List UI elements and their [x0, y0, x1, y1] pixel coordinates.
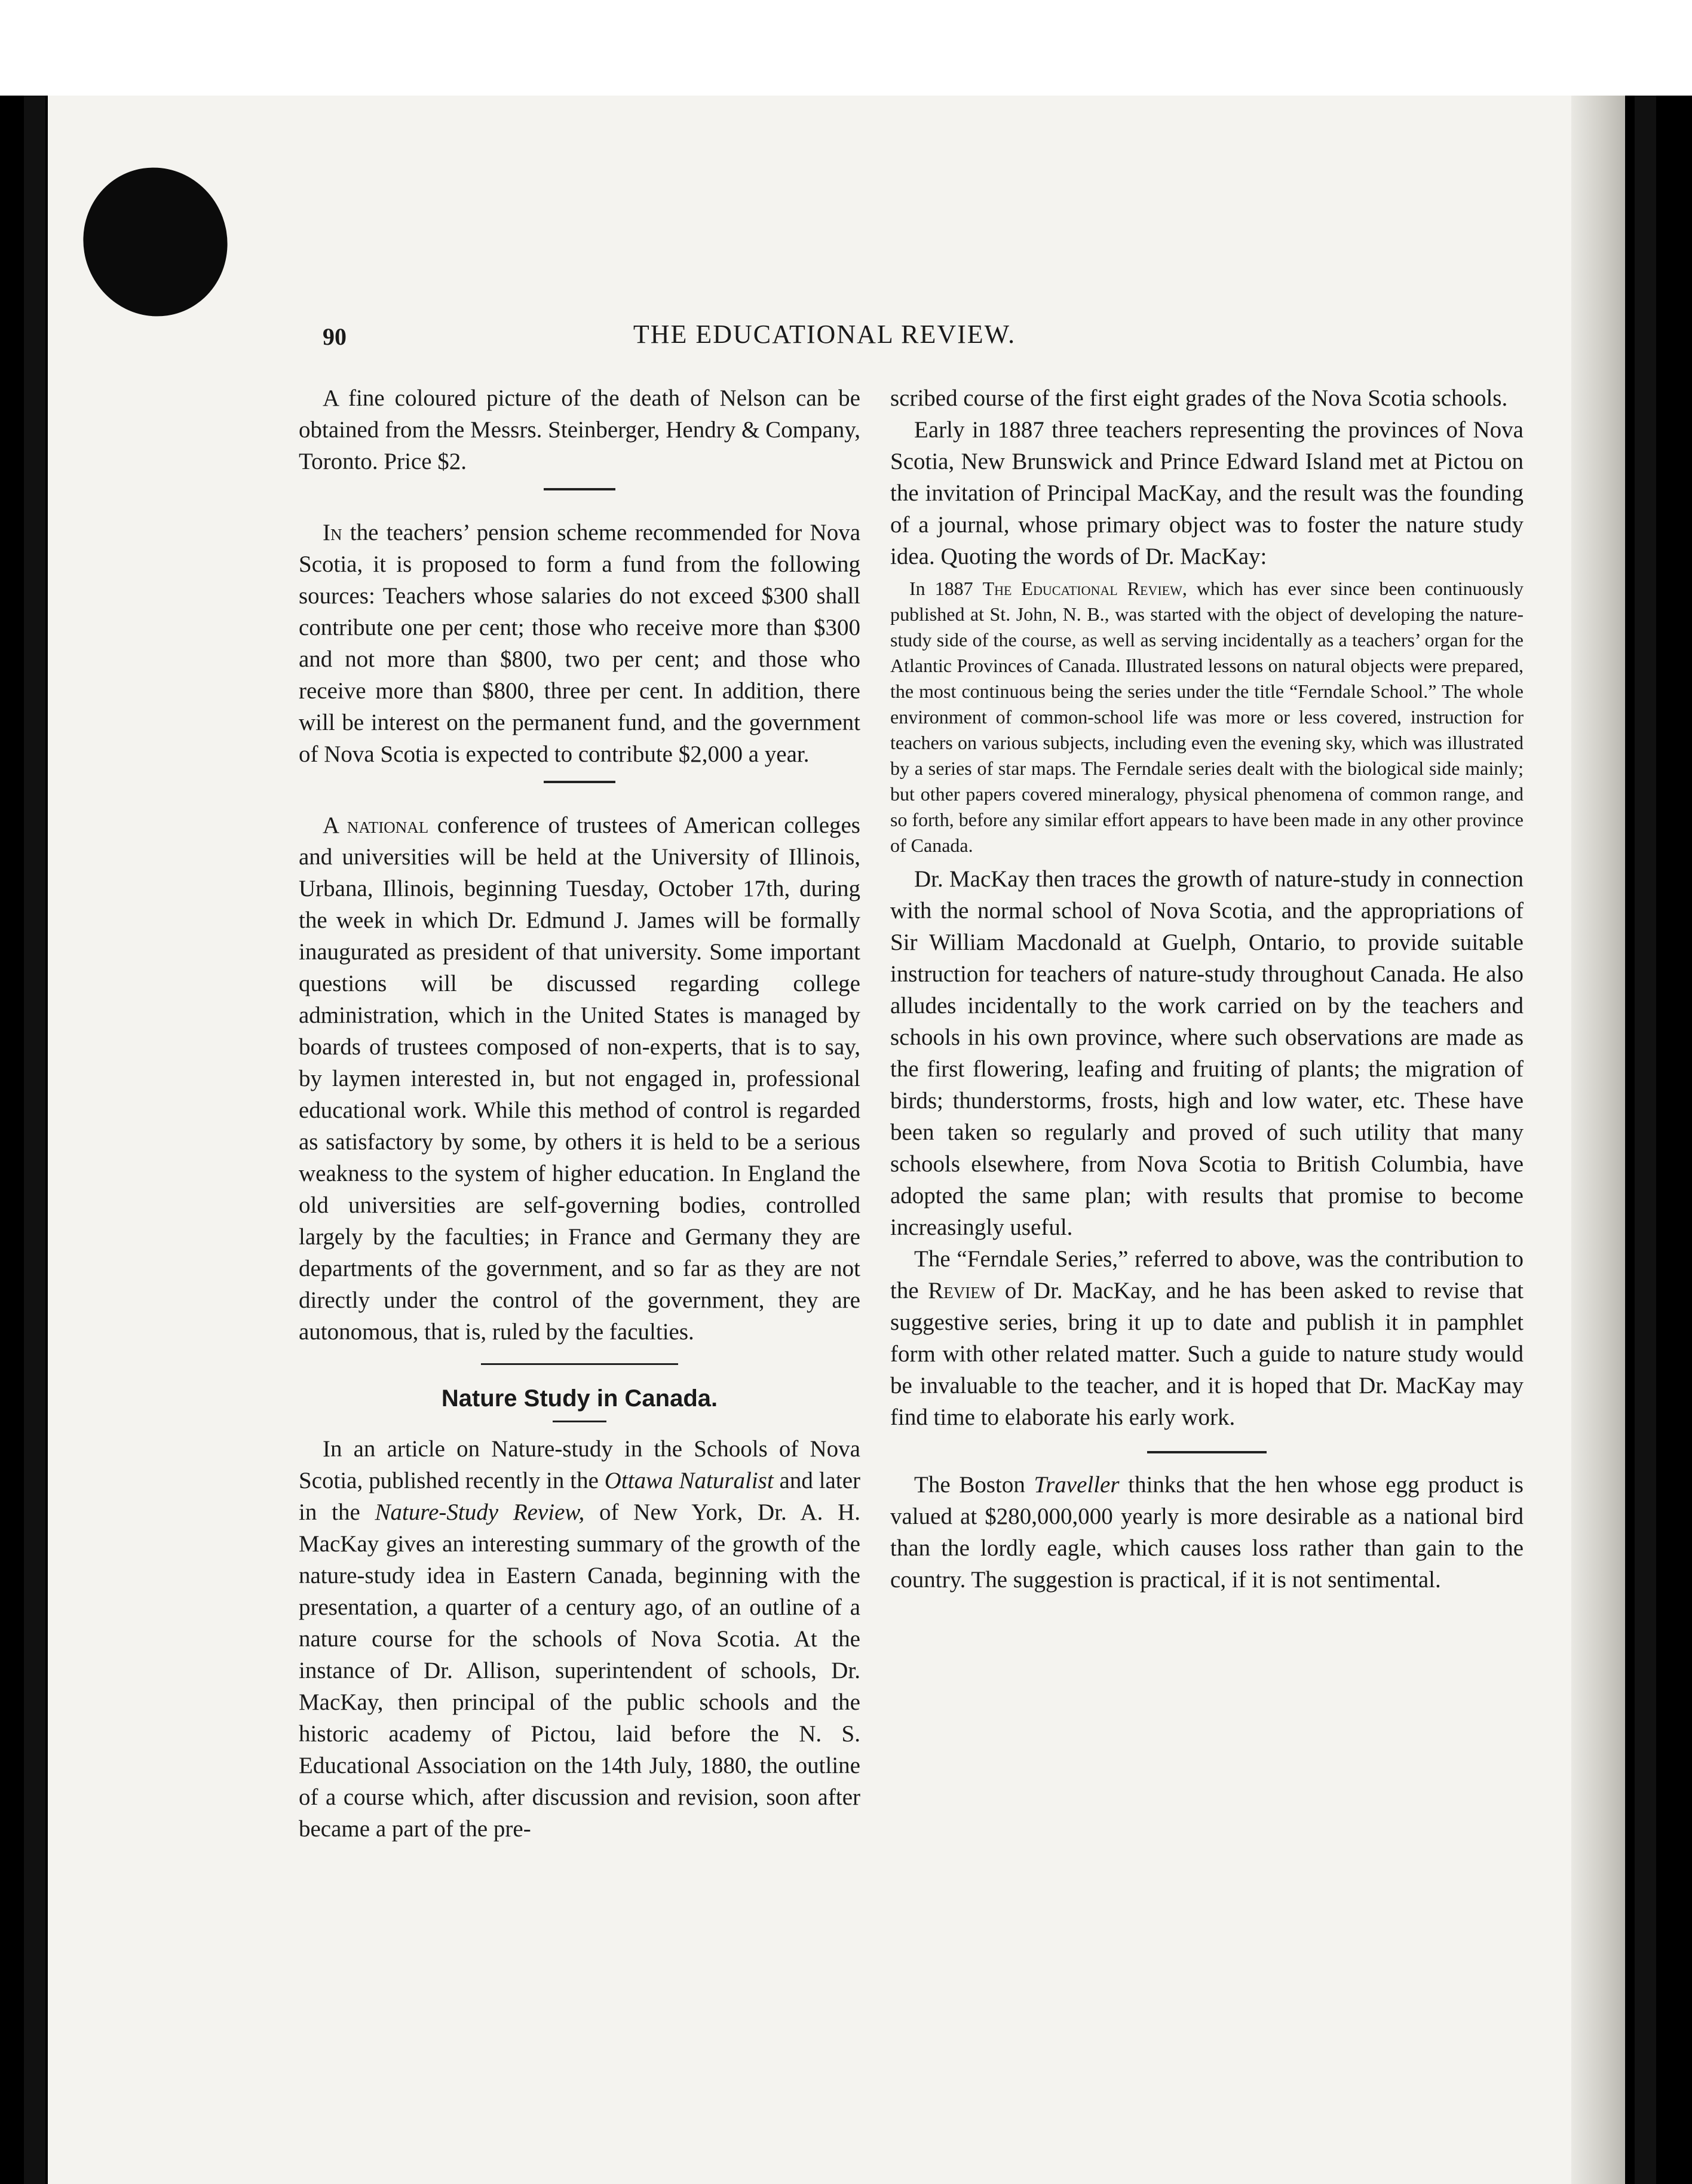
pension-text: the teachers’ pension scheme recommended for Nova Scotia, it is proposed to form a fund from the following sources: Teachers whose salaries do not exceed $300 shall contribute one per cent; those who receive more than $300 and not more than $800, two per cent; and those who receive more than $800, three per cent. In addition, there will be interest on the permanent fund, and the government of Nova Scotia is expected to contribute $2,000 a year.: [299, 520, 860, 767]
conference-text: conference of trustees of American colleges and universities will be held at the University of Illinois, Urbana, Illinois, beginning Tuesday, October 17th, during the week in which Dr. Edmund J. James will be formally inaugurated as president of that university. Some important questions will be discussed regarding college administration, which in the United States is managed by boards of trustees composed of non-experts, that is to say, by laymen interested in, but not engaged in, professional educational work. While this method of control is regarded as satisfactory by some, by others it is held to be a serious weakness to the system of higher education. In England the old universities are self-governing bodies, controlled largely by the faculties; in France and Germany they are departments of the government, and so far as they are not directly under the control of the government, they are autonomous, that is, ruled by the faculties.: [299, 812, 860, 1345]
page-curl-shadow: [1571, 96, 1625, 2184]
pension-paragraph: [299, 517, 860, 770]
conference-lead: A national: [323, 812, 429, 838]
running-title: THE EDUCATIONAL REVIEW.: [633, 320, 1016, 349]
page-header: [323, 320, 1171, 364]
nature-text-3: of New York, Dr. A. H. MacKay gives an interesting summary of the growth of the nature-study idea in Eastern Canada, beginning with the presentation, a quarter of a century ago, of an outline of a nature course for the schools of Nova Scotia. At the instance of Dr. Allison, superintendent of schools, Dr. MacKay, then principal of the public schools and the historic academy of Pictou, laid before the N. S. Educational Association on the 14th July, 1880, the outline of a course which, after discussion and revision, soon after became a part of the pre-: [299, 1499, 861, 1842]
nature-text-2: and later in the: [299, 1468, 860, 1525]
film-edge-left: [24, 96, 45, 2184]
nature-study-paragraph: [299, 1433, 860, 1845]
boston-text-1: The Boston: [914, 1472, 1034, 1498]
punch-hole: [62, 147, 248, 336]
page-number: 90: [323, 323, 347, 350]
quote-journal-name: The Educational Review: [982, 578, 1182, 599]
heading-divider: [553, 1421, 606, 1422]
newspaper-title: Traveller: [1034, 1472, 1120, 1498]
article-heading: Nature Study in Canada.: [441, 1385, 718, 1412]
ferndale-journal-name: Review: [928, 1278, 996, 1303]
scan-top-margin: [0, 0, 1692, 96]
conference-paragraph: [299, 809, 860, 1348]
left-column: [299, 382, 860, 1845]
pension-lead: In: [323, 520, 342, 545]
block-quote: [890, 576, 1524, 858]
ferndale-paragraph: [890, 1243, 1524, 1433]
nelson-paragraph: A fine coloured picture of the death of Nelson can be obtained from the Messrs. Steinberger, Hendry & Company, Toronto. Price $2.: [299, 385, 860, 474]
journal-title-nature-study: Nature-Study Review,: [375, 1499, 585, 1525]
early-paragraph: Early in 1887 three teachers representing the provinces of Nova Scotia, New Brunswick and Prince Edward Island met at Pictou on the invitation of Principal MacKay, and the result was the founding of a journal, whose primary object was to foster the nature study idea. Quoting the words of Dr. MacKay:: [890, 417, 1524, 569]
traces-paragraph: Dr. MacKay then traces the growth of nature-study in connection with the normal school of Nova Scotia, and the appropriations of Sir William Macdonald at Guelph, Ontario, to provide suitable instruction for teachers of nature-study throughout Canada. He also alludes incidentally to the work carried on by the teachers and schools in his own province, where such observations are made as the first flowering, leafing and fruiting of plants; the migration of birds; thunderstorms, frosts, high and low water, etc. These have been taken so regularly and proved of such utility that many schools elsewhere, from Nova Scotia to British Columbia, have adopted the same plan; with results that promise to become increasingly useful.: [890, 866, 1524, 1240]
ferndale-text-1: The “Ferndale Series,” referred to above, was the contribution to the: [890, 1246, 1524, 1303]
film-edge-right: [1635, 96, 1656, 2184]
section-divider: [544, 488, 615, 490]
section-divider: [481, 1363, 678, 1365]
continued-paragraph: scribed course of the first eight grades of the Nova Scotia schools.: [890, 385, 1508, 411]
section-divider: [544, 781, 615, 783]
ferndale-text-2: of Dr. MacKay, and he has been asked to revise that suggestive series, bring it up to date and publish it in pamphlet form with other related matter. Such a guide to nature study would be invaluable to the teacher, and it is hoped that Dr. MacKay may find time to elaborate his early work.: [890, 1278, 1524, 1430]
boston-text-2: thinks that the hen whose egg product is valued at $280,000,000 yearly is more desirable as a national bird than the lordly eagle, which causes loss rather than gain to the country. The suggestion is practical, if it is not sentimental.: [890, 1472, 1524, 1593]
quote-text-1: In 1887: [909, 578, 983, 599]
journal-title-ottawa: Ottawa Naturalist: [604, 1468, 774, 1493]
section-divider: [1147, 1451, 1267, 1453]
scanned-page: [48, 96, 1625, 2184]
boston-paragraph: [890, 1469, 1524, 1596]
nature-text-1: In an article on Nature-study in the Schools of Nova Scotia, published recently in the: [299, 1436, 860, 1493]
right-column: [890, 382, 1524, 1596]
quote-text-2: , which has ever since been continuously published at St. John, N. B., was started with the object of developing the nature-study side of the course, as well as serving incidentally as a teachers’ organ for the Atlantic Provinces of Canada. Illustrated lessons on natural objects were prepared, the most continuous being the series under the title “Ferndale School.” The whole environment of common-school life was more or less covered, instruction for teachers on various subjects, including even the evening sky, which was illustrated by a series of star maps. The Ferndale series dealt with the biological side mainly; but other papers covered mineralogy, physical phenomena of common range, and so forth, before any similar effort appears to have been made in any other province of Canada.: [890, 578, 1524, 856]
